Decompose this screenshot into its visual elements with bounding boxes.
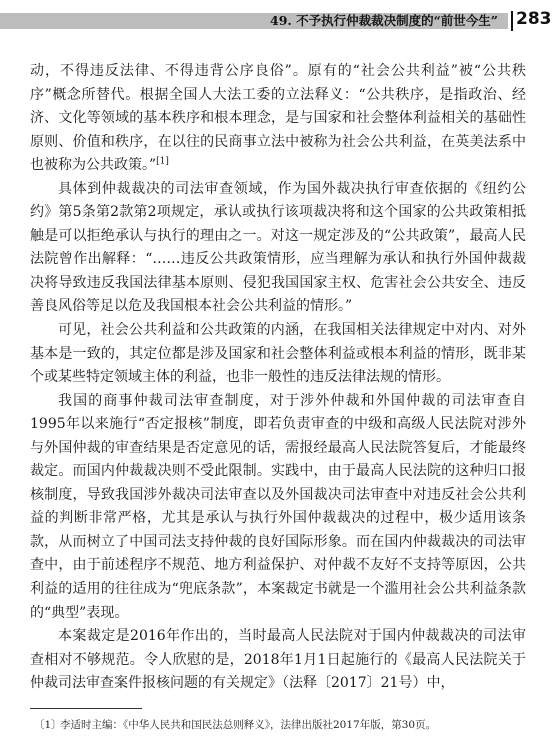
footnote: [34, 718, 534, 732]
paragraph: 可见，社会公共利益和公共政策的内涵，在我国相关法律规定中对内、对外基本是一致的，其定位都是涉及国家和社会整体利益或根本利益的情形，既非某个或某些特定领域主体的利益，也非一般性的违反法律法规的情形。: [30, 322, 526, 386]
running-header: [0, 0, 558, 36]
footnote-number: 〔1〕: [34, 719, 62, 731]
paragraph: [30, 60, 526, 178]
chapter-title: 49. 不予执行仲裁裁决制度的“前世今生”: [270, 13, 498, 28]
footnote-marker[interactable]: [1]: [156, 156, 169, 167]
paragraph: 本案裁定是2016年作出的，当时最高人民法院对于国内仲裁裁决的司法审查相对不够规范。令人欣慰的是，2018年1月1日起施行的《最高人民法院关于仲裁司法审查案件报核问题的有关规定》（法释〔2017〕21号）中，: [30, 628, 526, 692]
footnote-text: 李适时主编：《中华人民共和国民法总则释义》，法律出版社2017年版，第30页。: [60, 719, 437, 731]
paragraph: 具体到仲裁裁决的司法审查领域，作为国外裁决执行审查依据的《纽约公约》第5条第2款第2项规定，承认或执行该项裁决将和这个国家的公共政策相抵触是可以拒绝承认与执行的理由之一。对这一规定涉及的“公共政策”，最高人民法院曾作出解释：“……违反公共政策情形，应当理解为承认和执行外国仲裁裁决将导致违反我国法律基本原则、侵犯我国国家主权、危害社会公共安全、违反善良风俗等足以危及我国根本社会公共利益的情形。”: [30, 180, 526, 315]
header-divider: [511, 11, 513, 31]
footnote-divider: [30, 708, 142, 709]
paragraph-text: 动，不得违反法律、不得违背公序良俗”。原有的“社会公共利益”被“公共秩序”概念所替代。根据全国人大法工委的立法释义：“公共秩序，是指政治、经济、文化等领域的基本秩序和根本理念，是与国家和社会整体利益相关的基础性原则、价值和秩序，在以往的民商事立法中被称为社会公共利益，在英美法系中也被称为公共政策。”: [30, 63, 526, 174]
paragraph: 我国的商事仲裁司法审查制度，对于涉外仲裁和外国仲裁的司法审查自1995年以来施行“否定报核”制度，即若负责审查的中级和高级人民法院对涉外与外国仲裁的审查结果是否定意见的话，需报经最高人民法院答复后，才能最终裁定。而国内仲裁裁决则不受此限制。实践中，由于最高人民法院的这种归口报核制度，导致我国涉外裁决司法审查以及外国裁决司法审查中对违反社会公共利益的判断非常严格，尤其是承认与执行外国仲裁裁决的过程中，极少适用该条款，从而树立了中国司法支持仲裁的良好国际形象。而在国内仲裁裁决的司法审查中，由于前述程序不规范、地方利益保护、对仲裁不友好不支持等原因，公共利益的适用的往往成为“兜底条款”，本案裁定书就是一个滥用社会公共利益条款的“典型”表现。: [30, 392, 526, 621]
page-number: 283: [516, 9, 552, 29]
body-text: [30, 60, 526, 696]
